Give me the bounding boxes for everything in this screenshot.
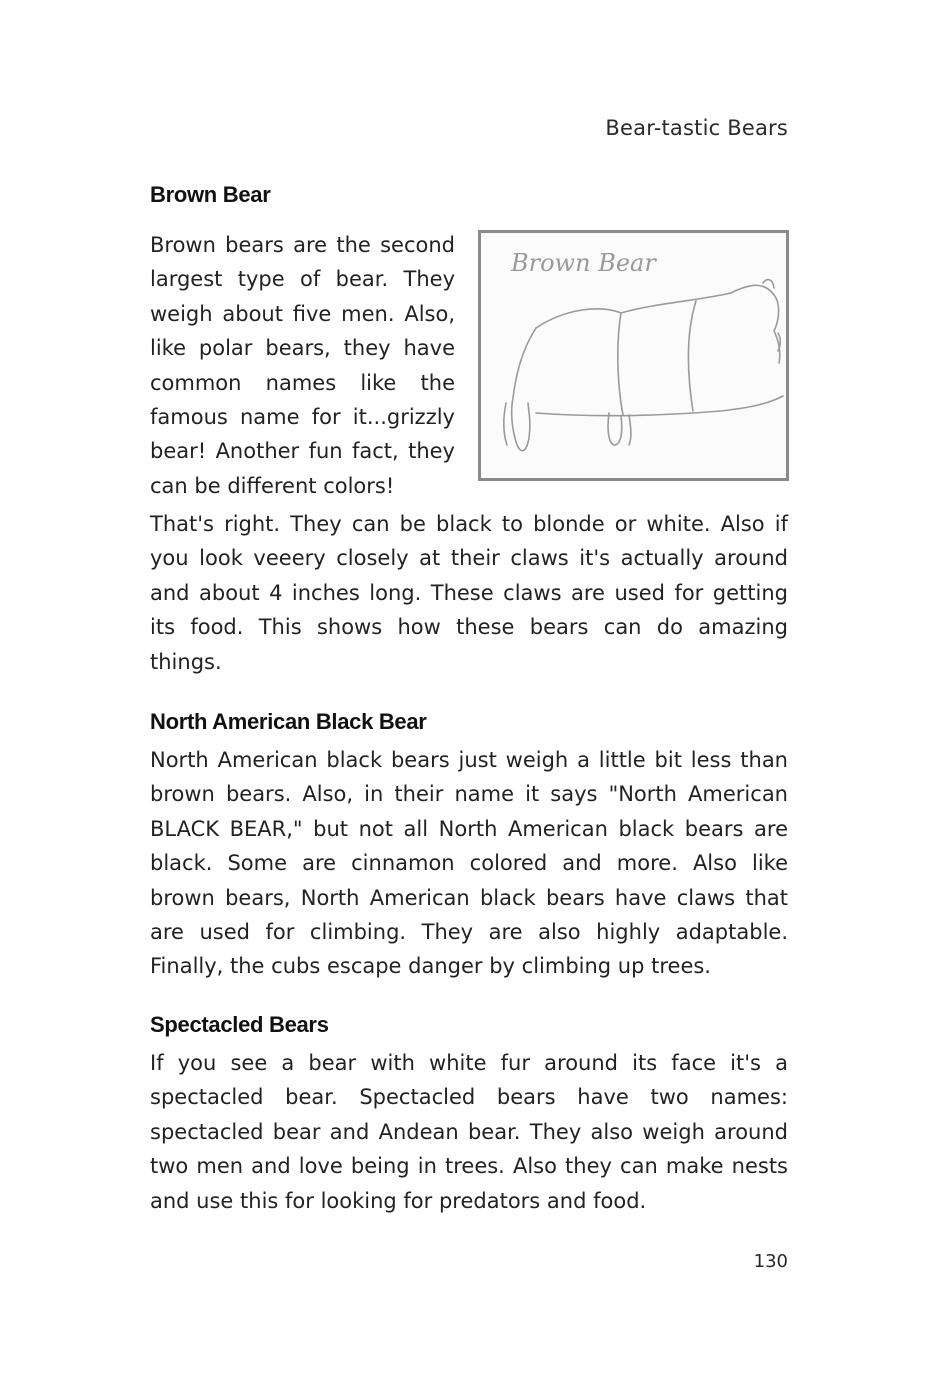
spectacled-bears-paragraph: If you see a bear with white fur around its face it's a spectacled bear. Spectacled bears have two names: spectacled bear and Andean bear. They also weigh around two men and love being in trees. Also they can make nests and use this for looking for predators and food. — [150, 1051, 788, 1213]
black-bear-paragraph: North American black bears just weigh a little bit less than brown bears. Also, in their name it says "North American BLACK BEAR," but not all North American black bears are black. Some are cinnamon colored and more. Also like brown bears, North American black bears have claws that are used for climbing. They are also highly adaptable. Finally, the cubs escape danger by climbing up trees. — [150, 748, 788, 979]
brown-bear-drawing — [478, 230, 789, 481]
page-number: 130 — [753, 1251, 788, 1272]
section-heading-black-bear: North American Black Bear — [150, 709, 427, 734]
section-heading-brown-bear: Brown Bear — [150, 182, 271, 207]
bear-sketch-illustration — [481, 233, 786, 478]
brown-bear-continued-paragraph: That's right. They can be black to blonde or white. Also if you look veeery closely at their claws it's actually around and about 4 inches long. These claws are used for getting its food. This shows how these bears can do amazing things. — [150, 512, 788, 674]
drawing-handwritten-label: Brown Bear — [511, 249, 656, 277]
running-header: Bear-tastic Bears — [605, 116, 788, 140]
section-heading-spectacled-bears: Spectacled Bears — [150, 1012, 329, 1037]
bear-body-sketch — [504, 280, 783, 451]
brown-bear-intro-paragraph: Brown bears are the second largest type of bear. They weigh about five men. Also, like polar bears, they have common names like the famous name for it...grizzly bear! Another fun fact, they can be different colors! — [150, 233, 455, 498]
